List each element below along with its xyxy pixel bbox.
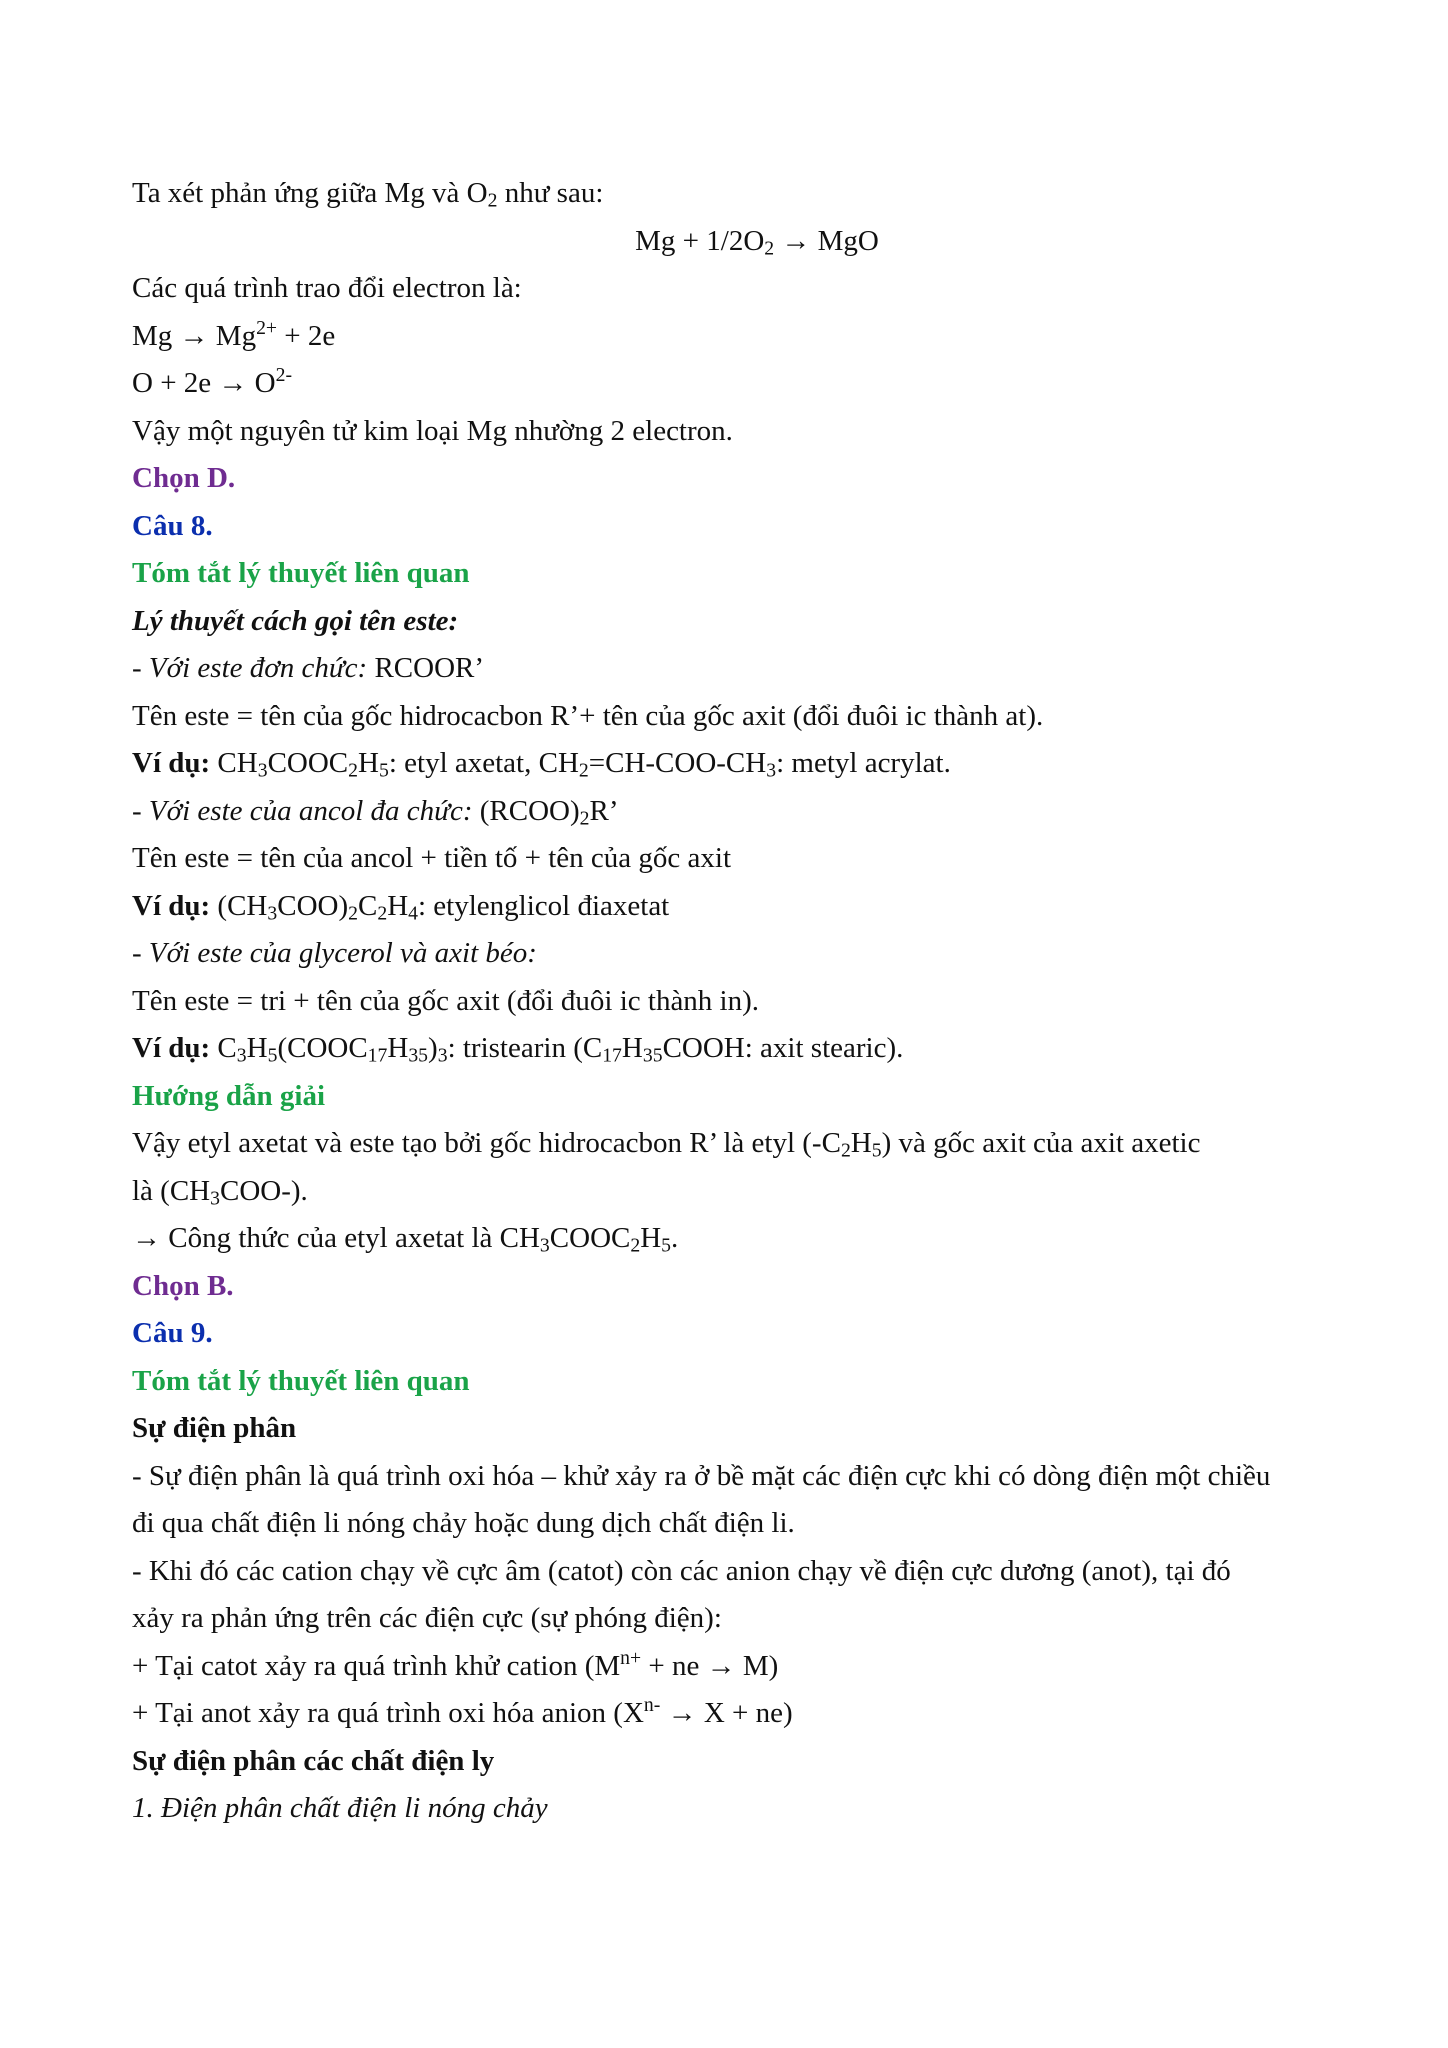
text-line-l17 [132,930,1362,978]
subscript: 2 [764,236,775,259]
text-run: + Tại catot xảy ra quá trình khử cation (M [132,1649,621,1682]
subscript: 2 [348,901,358,924]
text-line-l11 [132,645,1362,693]
text-run: Sự điện phân [132,1412,297,1444]
text-run: là (CH [132,1174,211,1207]
text-run: (RCOO) [472,794,580,827]
subscript: 17 [602,1044,622,1067]
text-line-l19 [132,1025,1362,1073]
text-line-l34 [132,1738,1362,1786]
text-run: (CH [210,889,268,922]
superscript: 2- [275,364,293,387]
text-run: Tên este = tên của ancol + tiền tố + tên của gốc axit [132,842,732,874]
text-run: Mg + 1/2O [635,224,765,257]
text-run: Sự điện phân các chất điện ly [132,1744,495,1777]
text-run: + ne → M) [641,1649,779,1682]
text-line-l28 [132,1453,1362,1501]
text-run: COO) [277,889,349,922]
text-run: Chọn B. [132,1269,234,1302]
text-run: : metyl acrylat. [776,747,951,779]
subscript: 3 [257,759,268,782]
text-line-l14 [132,788,1362,836]
subscript: 5 [267,1044,278,1067]
text-run: Tóm tắt lý thuyết liên quan [132,1364,470,1397]
text-run: - Sự điện phân là quá trình oxi hóa – khử xảy ra ở bề mặt các điện cực khi có dòng điện một chiều [132,1459,1271,1492]
text-run: → X + ne) [660,1697,793,1729]
document-body [132,170,1362,1833]
text-run: Tên este = tri + tên của gốc axit (đổi đuôi ic thành in). [132,984,760,1017]
text-run: COO-). [219,1174,308,1207]
text-run: Hướng dẫn giải [132,1079,326,1112]
subscript: 2 [579,806,590,829]
text-line-l4 [132,313,1362,361]
text-run: COOC [267,747,349,779]
subscript: 17 [367,1044,388,1067]
text-run: Ví dụ: [132,889,211,922]
subscript: 3 [539,1234,550,1257]
text-run: Chọn D. [132,462,236,494]
text-run: H [850,1127,872,1159]
text-run: RCOOR’ [367,652,485,684]
subscript: 5 [661,1234,672,1257]
text-line-l1 [132,170,1362,218]
text-run: Mg → Mg [132,319,257,352]
subscript: 3 [267,901,278,924]
text-line-l20 [132,1073,1362,1121]
text-run: (COOC [277,1032,368,1064]
subscript: 2 [348,759,359,782]
text-run: : tristearin (C [447,1032,603,1064]
text-run: C [357,889,378,922]
text-run: Vậy etyl axetat và este tạo bởi gốc hidrocacbon R’ là etyl (-C [132,1127,841,1159]
text-line-l8 [132,503,1362,551]
text-run: H [387,1032,409,1064]
text-line-l10 [132,598,1362,646]
text-run: : etyl axetat, CH [388,747,579,779]
superscript: 2+ [256,316,278,339]
subscript: 3 [437,1044,448,1067]
subscript: 35 [408,1044,429,1067]
subscript: 35 [642,1044,663,1067]
text-line-l5 [132,360,1362,408]
text-run: CH [210,747,258,779]
text-run: Vậy một nguyên tử kim loại Mg nhường 2 electron. [132,414,733,447]
text-line-l24 [132,1263,1362,1311]
subscript: 3 [210,1186,220,1209]
subscript: 2 [487,189,498,212]
subscript: 2 [377,901,388,924]
text-run: - Với este đơn chức: [132,652,368,684]
text-run: Tóm tắt lý thuyết liên quan [132,557,470,589]
subscript: 4 [408,901,418,924]
text-run: → MgO [774,224,879,257]
text-run: xảy ra phản ứng trên các điện cực (sự phóng điện): [132,1602,722,1634]
text-line-l2 [132,218,1362,266]
text-line-l12 [132,693,1362,741]
text-run: Các quá trình trao đổi electron là: [132,272,522,304]
text-line-l32 [132,1643,1362,1691]
text-line-l27 [132,1405,1362,1453]
text-line-l29 [132,1500,1362,1548]
text-run: Ta xét phản ứng giữa Mg và O [132,177,488,209]
subscript: 2 [630,1234,641,1257]
text-run: ) và gốc axit của axit axetic [881,1127,1201,1159]
text-line-l31 [132,1595,1362,1643]
text-line-l23 [132,1215,1362,1263]
superscript: n- [643,1694,661,1717]
text-line-l21 [132,1120,1362,1168]
text-line-l35 [132,1785,1362,1833]
text-run: =CH-COO-CH [588,747,767,779]
text-run: + Tại anot xảy ra quá trình oxi hóa anion (X [132,1697,644,1729]
text-line-l3 [132,265,1362,313]
text-line-l30 [132,1548,1362,1596]
text-line-l18 [132,978,1362,1026]
text-run: H [358,747,379,779]
text-run: đi qua chất điện li nóng chảy hoặc dung dịch chất điện li. [132,1507,795,1539]
text-run: COOC [549,1222,631,1254]
text-line-l13 [132,740,1362,788]
subscript: 3 [766,759,777,782]
text-run: Câu 8. [132,509,213,542]
text-run: H [387,889,409,922]
text-run: - Khi đó các cation chạy về cực âm (catot) còn các anion chạy về điện cực dương (anot), tại đó [132,1554,1231,1587]
text-run: COOH: axit stearic). [662,1032,904,1064]
text-run: + 2e [277,319,336,352]
text-run: H [640,1222,662,1254]
text-run: 1. Điện phân chất điện li nóng chảy [132,1792,548,1824]
subscript: 2 [578,759,589,782]
text-line-l26 [132,1358,1362,1406]
subscript: 5 [378,759,389,782]
text-line-l25 [132,1310,1362,1358]
text-run: C [210,1032,237,1064]
text-run: → Công thức của etyl axetat là CH [132,1222,540,1254]
text-run: Ví dụ: [132,747,211,779]
text-run: O + 2e → O [132,367,276,399]
text-line-l22 [132,1168,1362,1216]
text-line-l7 [132,455,1362,503]
text-run: - Với este của ancol đa chức: [132,794,473,827]
subscript: 3 [236,1044,247,1067]
text-run: Tên este = tên của gốc hidrocacbon R’+ tên của gốc axit (đổi đuôi ic thành at). [132,699,1044,732]
text-run: H [621,1032,643,1064]
text-run: Lý thuyết cách gọi tên este: [132,604,459,637]
superscript: n+ [620,1646,642,1669]
subscript: 5 [871,1139,882,1162]
text-run: Câu 9. [132,1317,213,1349]
text-line-l16 [132,883,1362,931]
text-run: Ví dụ: [132,1032,211,1064]
text-line-l33 [132,1690,1362,1738]
text-line-l15 [132,835,1362,883]
text-run: R’ [589,794,619,827]
text-run: ) [428,1032,438,1064]
text-run: - Với este của glycerol và axit béo: [132,937,537,969]
subscript: 2 [840,1139,851,1162]
text-run: như sau: [497,177,604,209]
text-line-l9 [132,550,1362,598]
text-line-l6 [132,408,1362,456]
text-run: : etylenglicol điaxetat [418,889,670,922]
text-run: . [671,1222,679,1254]
text-run: H [246,1032,268,1064]
